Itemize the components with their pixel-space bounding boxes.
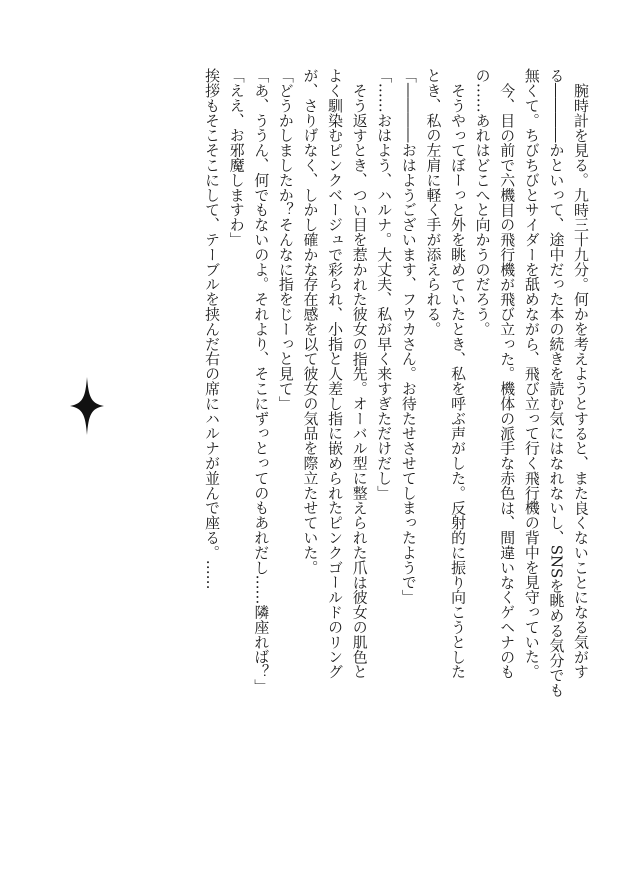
dialogue-line: 「あ、ううん、何でもないのよ。それより、そこにずっとってのもあれだし……隣座れば？」: [252, 68, 271, 694]
text-line: そうやってぼーっと外を眺めていたとき、私を呼ぶ声がした。反射的に振り向こうとした: [449, 82, 468, 679]
text-line: 今、目の前で六機目の飛行機が飛び立った。機体の派手な赤色は、間違いなくゲヘナのも: [498, 82, 517, 679]
text-line: 挨拶もそこそこにして、テーブルを挟んだ右の席にハルナが並んで座る。……: [203, 68, 222, 590]
text-line: よく馴染むピンクベージュで彩られ、小指と人差し指に嵌められたピンクゴールドのリング: [326, 68, 345, 679]
text-line: 腕時計を見る。九時三十九分。何かを考えようとすると、また良くないことになる気がす: [572, 82, 590, 679]
four-point-sparkle-icon: [70, 377, 104, 435]
dialogue-line: 「――――おはようございます、フウカさん。お待たせさせてしまったようで」: [399, 68, 418, 605]
vertical-text-block: [200, 68, 594, 828]
text-line: が、さりげなく、しかし確かな存在感を以て彼女の気品を際立たせていた。: [301, 68, 320, 575]
text-line: る――――かといって、途中だった本の続きを読む気にはなれないし、SNSを眺める気分でも: [547, 68, 566, 698]
dialogue-line: 「どうかしましたか？そんなに指をじーっと見て」: [276, 68, 295, 411]
text-line: 無くて。ちびちびとサイダーを舐めながら、飛び立って行く飛行機の背中を見守っていた。: [522, 68, 541, 679]
dialogue-line: 「……おはよう、ハルナ。大丈夫、私が早く来すぎただけだし」: [375, 68, 394, 501]
text-line: とき、私の左肩に軽く手が添えられる。: [424, 68, 443, 337]
text-line: そう返すとき、つい目を惹かれた彼女の指先。オーバル型に整えられた爪は彼女の肌色と: [350, 82, 369, 679]
dialogue-line: 「ええ、お邪魔しますわ」: [227, 68, 246, 247]
text-line: の……あれはどこへと向かうのだろう。: [473, 68, 492, 337]
